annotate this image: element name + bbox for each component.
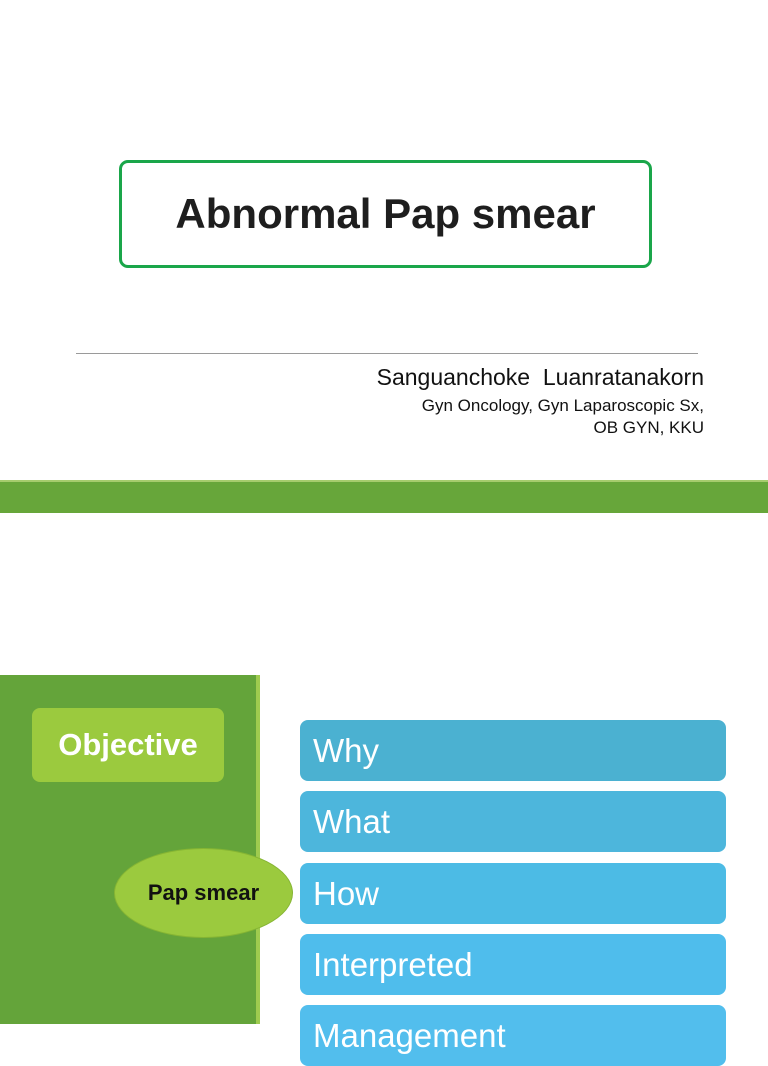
author-name: Sanguanchoke Luanratanakorn: [376, 364, 704, 390]
objective-item-how: [300, 863, 726, 924]
objective-item-what: [300, 791, 726, 852]
title-box: [119, 160, 652, 268]
title-divider: [76, 353, 698, 354]
objective-item-label: Why: [313, 731, 379, 769]
objective-item-label: What: [313, 802, 391, 840]
objective-item-label: Interpreted: [313, 945, 473, 983]
footer-band: [0, 482, 768, 513]
topic-oval: [114, 848, 293, 938]
left-panel-edge: [256, 675, 260, 1024]
objective-item-why: [300, 720, 726, 781]
objective-item-management: [300, 1005, 726, 1066]
objective-item-label: Management: [313, 1016, 506, 1054]
objective-heading-box: [32, 708, 224, 782]
objective-heading: Objective: [58, 727, 198, 762]
slide-gap: [0, 513, 768, 675]
title-slide: [0, 0, 768, 482]
author-affiliation-line-2: OB GYN, KKU: [593, 418, 704, 437]
author-affiliation-line-1: Gyn Oncology, Gyn Laparoscopic Sx,: [421, 396, 704, 415]
objective-slide: [0, 675, 768, 1054]
objective-item-label: How: [313, 874, 380, 912]
topic-label: Pap smear: [147, 880, 260, 905]
slide-title: Abnormal Pap smear: [175, 190, 596, 237]
objective-item-interpreted: [300, 934, 726, 995]
